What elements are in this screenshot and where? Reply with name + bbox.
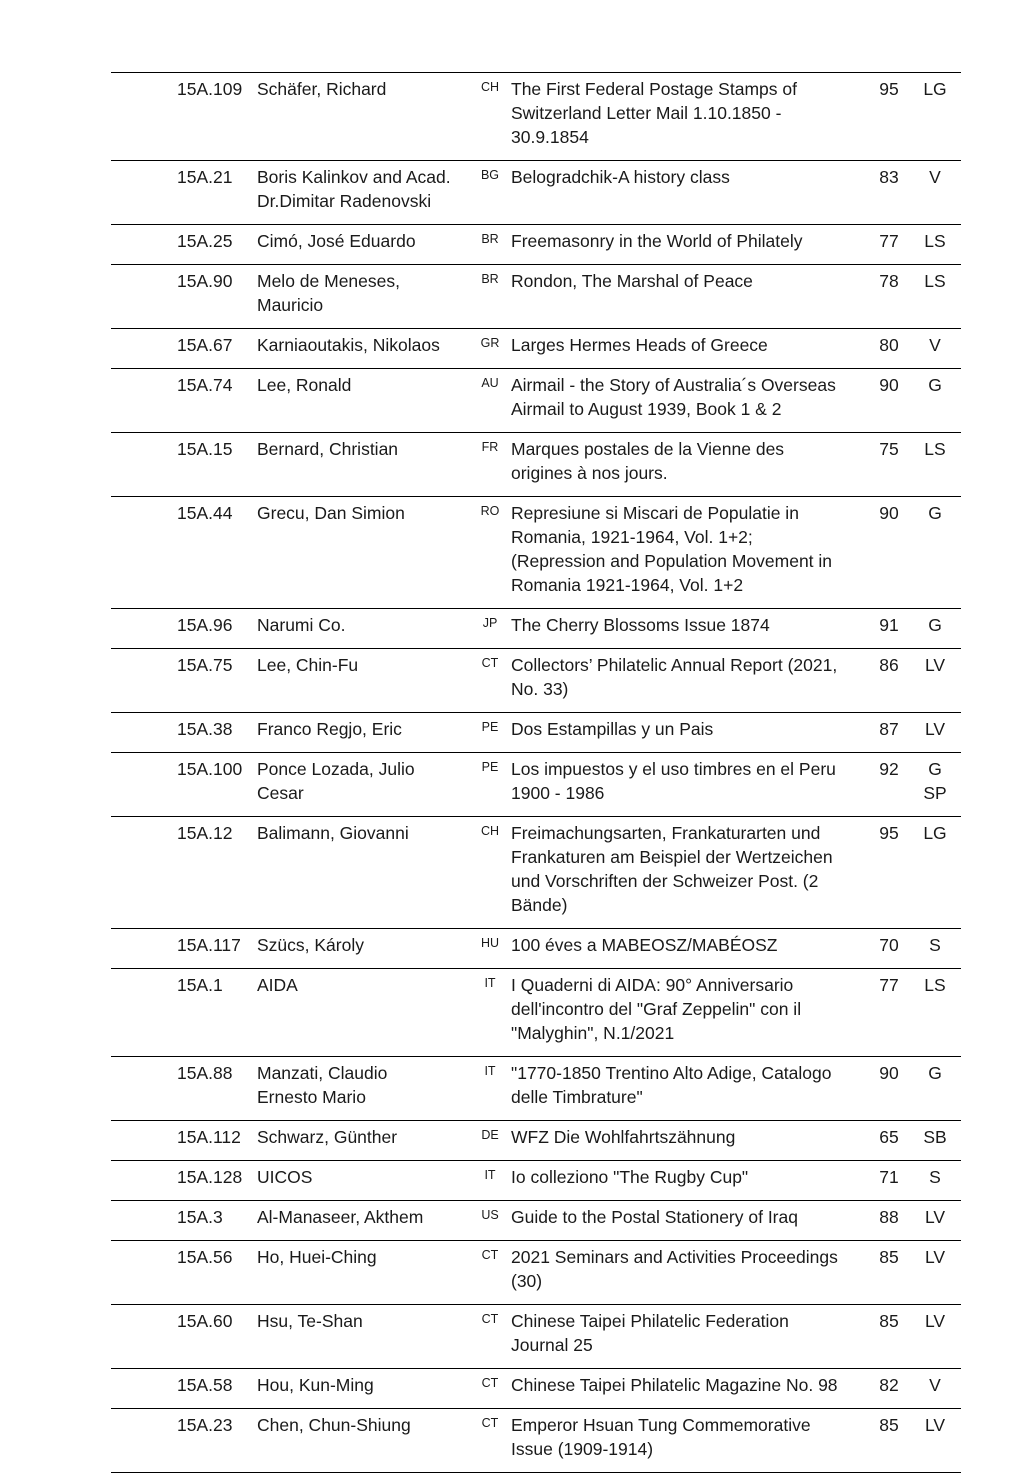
country-code: JP [482,616,498,630]
exhibitor-name-line: Franco Regjo, Eric [257,719,402,739]
exhibitor-name [257,73,469,161]
exhibitor-name [257,161,469,225]
exhibitor-name [257,1161,469,1201]
exhibit-title [511,161,869,225]
table-row [111,1161,961,1201]
medal-line: LS [924,271,946,291]
medal-line: LV [924,1207,946,1227]
medal-line: G [928,615,942,635]
points: 71 [879,1167,899,1187]
exhibitor-name [257,929,469,969]
exhibit-title-line: 1900 - 1986 [511,783,605,803]
exhibit-number: 15A.60 [177,1311,233,1331]
exhibitor-name [257,1409,469,1473]
country-code: CT [481,1248,499,1262]
country-code: DE [481,1128,499,1142]
table-row [111,73,961,161]
exhibit-number: 15A.128 [177,1167,243,1187]
exhibitor-name [257,753,469,817]
medal [909,609,961,649]
points: 75 [879,439,899,459]
points: 78 [879,271,899,291]
exhibitor-name [257,329,469,369]
medal [909,73,961,161]
medal-line: LS [924,439,946,459]
exhibit-number: 15A.117 [177,935,241,955]
exhibitor-name-line: Lee, Chin-Fu [257,655,359,675]
country-code: PE [481,760,499,774]
points: 92 [879,759,899,779]
blank-cell [111,265,177,329]
medal [909,1057,961,1121]
results-table-body [111,73,961,1473]
medal-line: LS [924,975,946,995]
exhibit-number: 15A.88 [177,1063,233,1083]
medal-line: SP [923,783,947,803]
exhibitor-name-line: UICOS [257,1167,313,1187]
medal [909,969,961,1057]
medal-line: G [928,375,942,395]
exhibit-title-line: The First Federal Postage Stamps of [511,79,797,99]
medal-line: S [929,1167,941,1187]
exhibit-title-line: Chinese Taipei Philatelic Magazine No. 98 [511,1375,838,1395]
exhibitor-name [257,1241,469,1305]
exhibit-title-line: Freemasonry in the World of Philately [511,231,803,251]
exhibitor-name [257,225,469,265]
exhibitor-name-line: Lee, Ronald [257,375,352,395]
medal [909,329,961,369]
exhibit-title-line: Switzerland Letter Mail 1.10.1850 - [511,103,782,123]
exhibit-title [511,1161,869,1201]
exhibit-title-line: Guide to the Postal Stationery of Iraq [511,1207,798,1227]
medal [909,1409,961,1473]
exhibit-title [511,1241,869,1305]
blank-cell [111,929,177,969]
exhibit-number: 15A.44 [177,503,233,523]
medal-line: G [928,503,942,523]
exhibitor-name [257,969,469,1057]
blank-cell [111,713,177,753]
blank-cell [111,329,177,369]
exhibit-title-line: und Vorschriften der Schweizer Post. (2 [511,871,819,891]
medal [909,225,961,265]
exhibit-number: 15A.75 [177,655,233,675]
points: 83 [879,167,899,187]
medal-line: LV [924,655,946,675]
medal-line: G [928,759,942,779]
table-row [111,161,961,225]
blank-cell [111,1305,177,1369]
points: 90 [879,375,899,395]
exhibit-number: 15A.21 [177,167,233,187]
medal-line: LG [923,823,947,843]
country-code: CT [481,1416,499,1430]
exhibitor-name-line: Bernard, Christian [257,439,399,459]
table-row [111,433,961,497]
exhibit-title-line: Emperor Hsuan Tung Commemorative [511,1415,811,1435]
country-code: BG [480,168,500,182]
medal-line: V [929,167,941,187]
exhibit-title [511,1409,869,1473]
medal [909,817,961,929]
exhibit-title [511,1121,869,1161]
table-row [111,1241,961,1305]
points: 85 [879,1415,899,1435]
exhibit-title-line: delle Timbrature" [511,1087,643,1107]
table-row [111,369,961,433]
exhibit-title-line: 30.9.1854 [511,127,589,147]
blank-cell [111,1201,177,1241]
table-row [111,497,961,609]
exhibitor-name-line: Balimann, Giovanni [257,823,409,843]
exhibit-title-line: Journal 25 [511,1335,593,1355]
country-code: IT [484,1064,496,1078]
exhibit-number: 15A.109 [177,79,243,99]
blank-cell [111,1369,177,1409]
country-code: CT [481,656,499,670]
exhibitor-name-line: Chen, Chun-Shiung [257,1415,411,1435]
medal [909,1369,961,1409]
exhibitor-name-line: Boris Kalinkov and Acad. [257,167,451,187]
exhibit-number: 15A.38 [177,719,233,739]
blank-cell [111,161,177,225]
medal [909,1161,961,1201]
exhibit-title-line: Represiune si Miscari de Populatie in [511,503,799,523]
blank-cell [111,1241,177,1305]
exhibitor-name-line: Al-Manaseer, Akthem [257,1207,424,1227]
exhibit-title [511,969,869,1057]
exhibit-title [511,329,869,369]
medal [909,713,961,753]
exhibitor-name-line: Melo de Meneses, [257,271,400,291]
exhibit-title [511,369,869,433]
exhibit-title [511,1369,869,1409]
blank-cell [111,649,177,713]
country-code: CH [480,824,500,838]
points: 80 [879,335,899,355]
points: 90 [879,503,899,523]
exhibitor-name-line: Szücs, Károly [257,935,364,955]
table-row [111,1305,961,1369]
exhibit-number: 15A.74 [177,375,233,395]
exhibit-number: 15A.90 [177,271,233,291]
exhibit-title [511,497,869,609]
blank-cell [111,1409,177,1473]
exhibit-title [511,649,869,713]
blank-cell [111,1057,177,1121]
country-code: HU [480,936,500,950]
exhibitor-name-line: Hou, Kun-Ming [257,1375,374,1395]
blank-cell [111,497,177,609]
exhibit-number: 15A.96 [177,615,233,635]
exhibit-title [511,753,869,817]
exhibit-title-line: (Repression and Population Movement in [511,551,833,571]
country-code: IT [484,976,496,990]
exhibit-title-line: Bände) [511,895,568,915]
table-row [111,225,961,265]
exhibitor-name-line: Cesar [257,783,304,803]
table-row [111,1057,961,1121]
exhibit-title-line: 2021 Seminars and Activities Proceedings [511,1247,838,1267]
medal-line: LG [923,79,947,99]
medal-line: LV [924,1311,946,1331]
exhibit-title-line: I Quaderni di AIDA: 90° Anniversario [511,975,794,995]
points: 65 [879,1127,899,1147]
country-code: IT [484,1168,496,1182]
exhibit-title [511,73,869,161]
exhibitor-name [257,433,469,497]
exhibit-title-line: Freimachungsarten, Frankaturarten und [511,823,821,843]
exhibit-title-line: origines à nos jours. [511,463,668,483]
points: 85 [879,1247,899,1267]
blank-cell [111,609,177,649]
exhibit-number: 15A.3 [177,1207,223,1227]
exhibit-title-line: (30) [511,1271,543,1291]
exhibit-number: 15A.100 [177,759,243,779]
medal-line: G [928,1063,942,1083]
country-code: RO [480,504,500,518]
exhibit-title-line: Frankaturen am Beispiel der Wertzeichen [511,847,833,867]
points: 91 [879,615,899,635]
country-code: CT [481,1312,499,1326]
exhibit-number: 15A.67 [177,335,233,355]
exhibitor-name [257,1369,469,1409]
table-row [111,929,961,969]
exhibit-title [511,929,869,969]
points: 77 [879,975,899,995]
country-code: GR [480,336,500,350]
points: 88 [879,1207,899,1227]
exhibitor-name-line: Cimó, José Eduardo [257,231,416,251]
country-code: CT [481,1376,499,1390]
medal [909,161,961,225]
blank-cell [111,817,177,929]
medal [909,929,961,969]
exhibit-title-line: Issue (1909-1914) [511,1439,654,1459]
exhibitor-name-line: Mauricio [257,295,324,315]
results-table [111,72,961,1473]
exhibit-title-line: 100 éves a MABEOSZ/MABÉOSZ [511,935,778,955]
exhibit-title [511,713,869,753]
exhibitor-name [257,265,469,329]
exhibitor-name-line: Karniaoutakis, Nikolaos [257,335,440,355]
table-row [111,1409,961,1473]
exhibit-title-line: Io colleziono "The Rugby Cup" [511,1167,749,1187]
exhibitor-name-line: Ponce Lozada, Julio [257,759,415,779]
exhibit-title-line: "Malyghin", N.1/2021 [511,1023,675,1043]
exhibit-title-line: Airmail to August 1939, Book 1 & 2 [511,399,782,419]
medal [909,497,961,609]
exhibit-title-line: Romania, 1921-1964, Vol. 1+2; [511,527,753,547]
medal-line: V [929,1375,941,1395]
exhibit-title-line: "1770-1850 Trentino Alto Adige, Catalogo [511,1063,832,1083]
exhibit-title [511,1305,869,1369]
country-code: PE [481,720,499,734]
exhibit-number: 15A.1 [177,975,223,995]
medal [909,369,961,433]
exhibitor-name [257,1057,469,1121]
blank-cell [111,369,177,433]
exhibit-title-line: No. 33) [511,679,569,699]
points: 77 [879,231,899,251]
exhibitor-name-line: Schäfer, Richard [257,79,387,99]
exhibitor-name-line: Ernesto Mario [257,1087,366,1107]
exhibitor-name-line: AIDA [257,975,298,995]
country-code: AU [481,376,499,390]
blank-cell [111,1121,177,1161]
exhibit-title [511,225,869,265]
exhibitor-name-line: Manzati, Claudio [257,1063,388,1083]
country-code: BR [481,232,499,246]
exhibit-title-line: The Cherry Blossoms Issue 1874 [511,615,770,635]
table-row [111,329,961,369]
exhibit-number: 15A.25 [177,231,233,251]
exhibitor-name-line: Hsu, Te-Shan [257,1311,363,1331]
medal [909,1305,961,1369]
medal [909,1121,961,1161]
points: 87 [879,719,899,739]
blank-cell [111,225,177,265]
exhibit-title-line: Marques postales de la Vienne des [511,439,785,459]
medal [909,265,961,329]
exhibitor-name [257,1121,469,1161]
table-row [111,713,961,753]
exhibit-number: 15A.15 [177,439,233,459]
exhibit-title-line: Los impuestos y el uso timbres en el Peru [511,759,836,779]
medal-line: LV [924,1415,946,1435]
medal-line: S [929,935,941,955]
table-row [111,969,961,1057]
medal-line: LV [924,1247,946,1267]
exhibit-title-line: Belogradchik-A history class [511,167,730,187]
exhibitor-name [257,1305,469,1369]
exhibitor-name [257,1201,469,1241]
medal [909,753,961,817]
country-code: CH [480,80,500,94]
table-row [111,265,961,329]
points: 82 [879,1375,899,1395]
medal-line: LV [924,719,946,739]
country-code: US [481,1208,499,1222]
country-code: FR [481,440,499,454]
exhibit-title-line: Romania 1921-1964, Vol. 1+2 [511,575,744,595]
exhibitor-name-line: Narumi Co. [257,615,346,635]
exhibitor-name [257,369,469,433]
exhibit-title [511,609,869,649]
medal-line: LS [924,231,946,251]
exhibit-title-line: Collectors’ Philatelic Annual Report (2021, [511,655,838,675]
exhibit-title-line: WFZ Die Wohlfahrtszähnung [511,1127,736,1147]
exhibit-title [511,433,869,497]
points: 95 [879,823,899,843]
exhibit-title-line: Airmail - the Story of Australia´s Overseas [511,375,836,395]
points: 95 [879,79,899,99]
points: 70 [879,935,899,955]
exhibitor-name [257,497,469,609]
exhibitor-name-line: Schwarz, Günther [257,1127,398,1147]
medal [909,433,961,497]
points: 86 [879,655,899,675]
table-row [111,753,961,817]
blank-cell [111,753,177,817]
exhibit-title-line: Chinese Taipei Philatelic Federation [511,1311,789,1331]
table-row [111,817,961,929]
exhibitor-name-line: Dr.Dimitar Radenovski [257,191,432,211]
country-code: BR [481,272,499,286]
points: 90 [879,1063,899,1083]
medal-line: V [929,335,941,355]
exhibitor-name-line: Grecu, Dan Simion [257,503,405,523]
table-row [111,609,961,649]
table-row [111,1121,961,1161]
exhibitor-name [257,609,469,649]
blank-cell [111,969,177,1057]
blank-cell [111,433,177,497]
medal [909,649,961,713]
exhibit-title-line: Larges Hermes Heads of Greece [511,335,768,355]
exhibit-title-line: Rondon, The Marshal of Peace [511,271,753,291]
blank-cell [111,1161,177,1201]
medal [909,1241,961,1305]
exhibit-title-line: Dos Estampillas y un Pais [511,719,714,739]
exhibit-title [511,1057,869,1121]
exhibit-title [511,265,869,329]
table-row [111,649,961,713]
exhibitor-name-line: Ho, Huei-Ching [257,1247,377,1267]
exhibit-title-line: dell'incontro del "Graf Zeppelin" con il [511,999,802,1019]
exhibitor-name [257,713,469,753]
exhibit-number: 15A.112 [177,1127,241,1147]
exhibit-number: 15A.12 [177,823,233,843]
table-row [111,1201,961,1241]
points: 85 [879,1311,899,1331]
exhibitor-name [257,817,469,929]
medal [909,1201,961,1241]
exhibit-title [511,817,869,929]
exhibit-number: 15A.23 [177,1415,233,1435]
medal-line: SB [923,1127,947,1147]
exhibit-number: 15A.56 [177,1247,233,1267]
blank-cell [111,73,177,161]
exhibit-title [511,1201,869,1241]
table-row [111,1369,961,1409]
exhibitor-name [257,649,469,713]
exhibit-number: 15A.58 [177,1375,233,1395]
